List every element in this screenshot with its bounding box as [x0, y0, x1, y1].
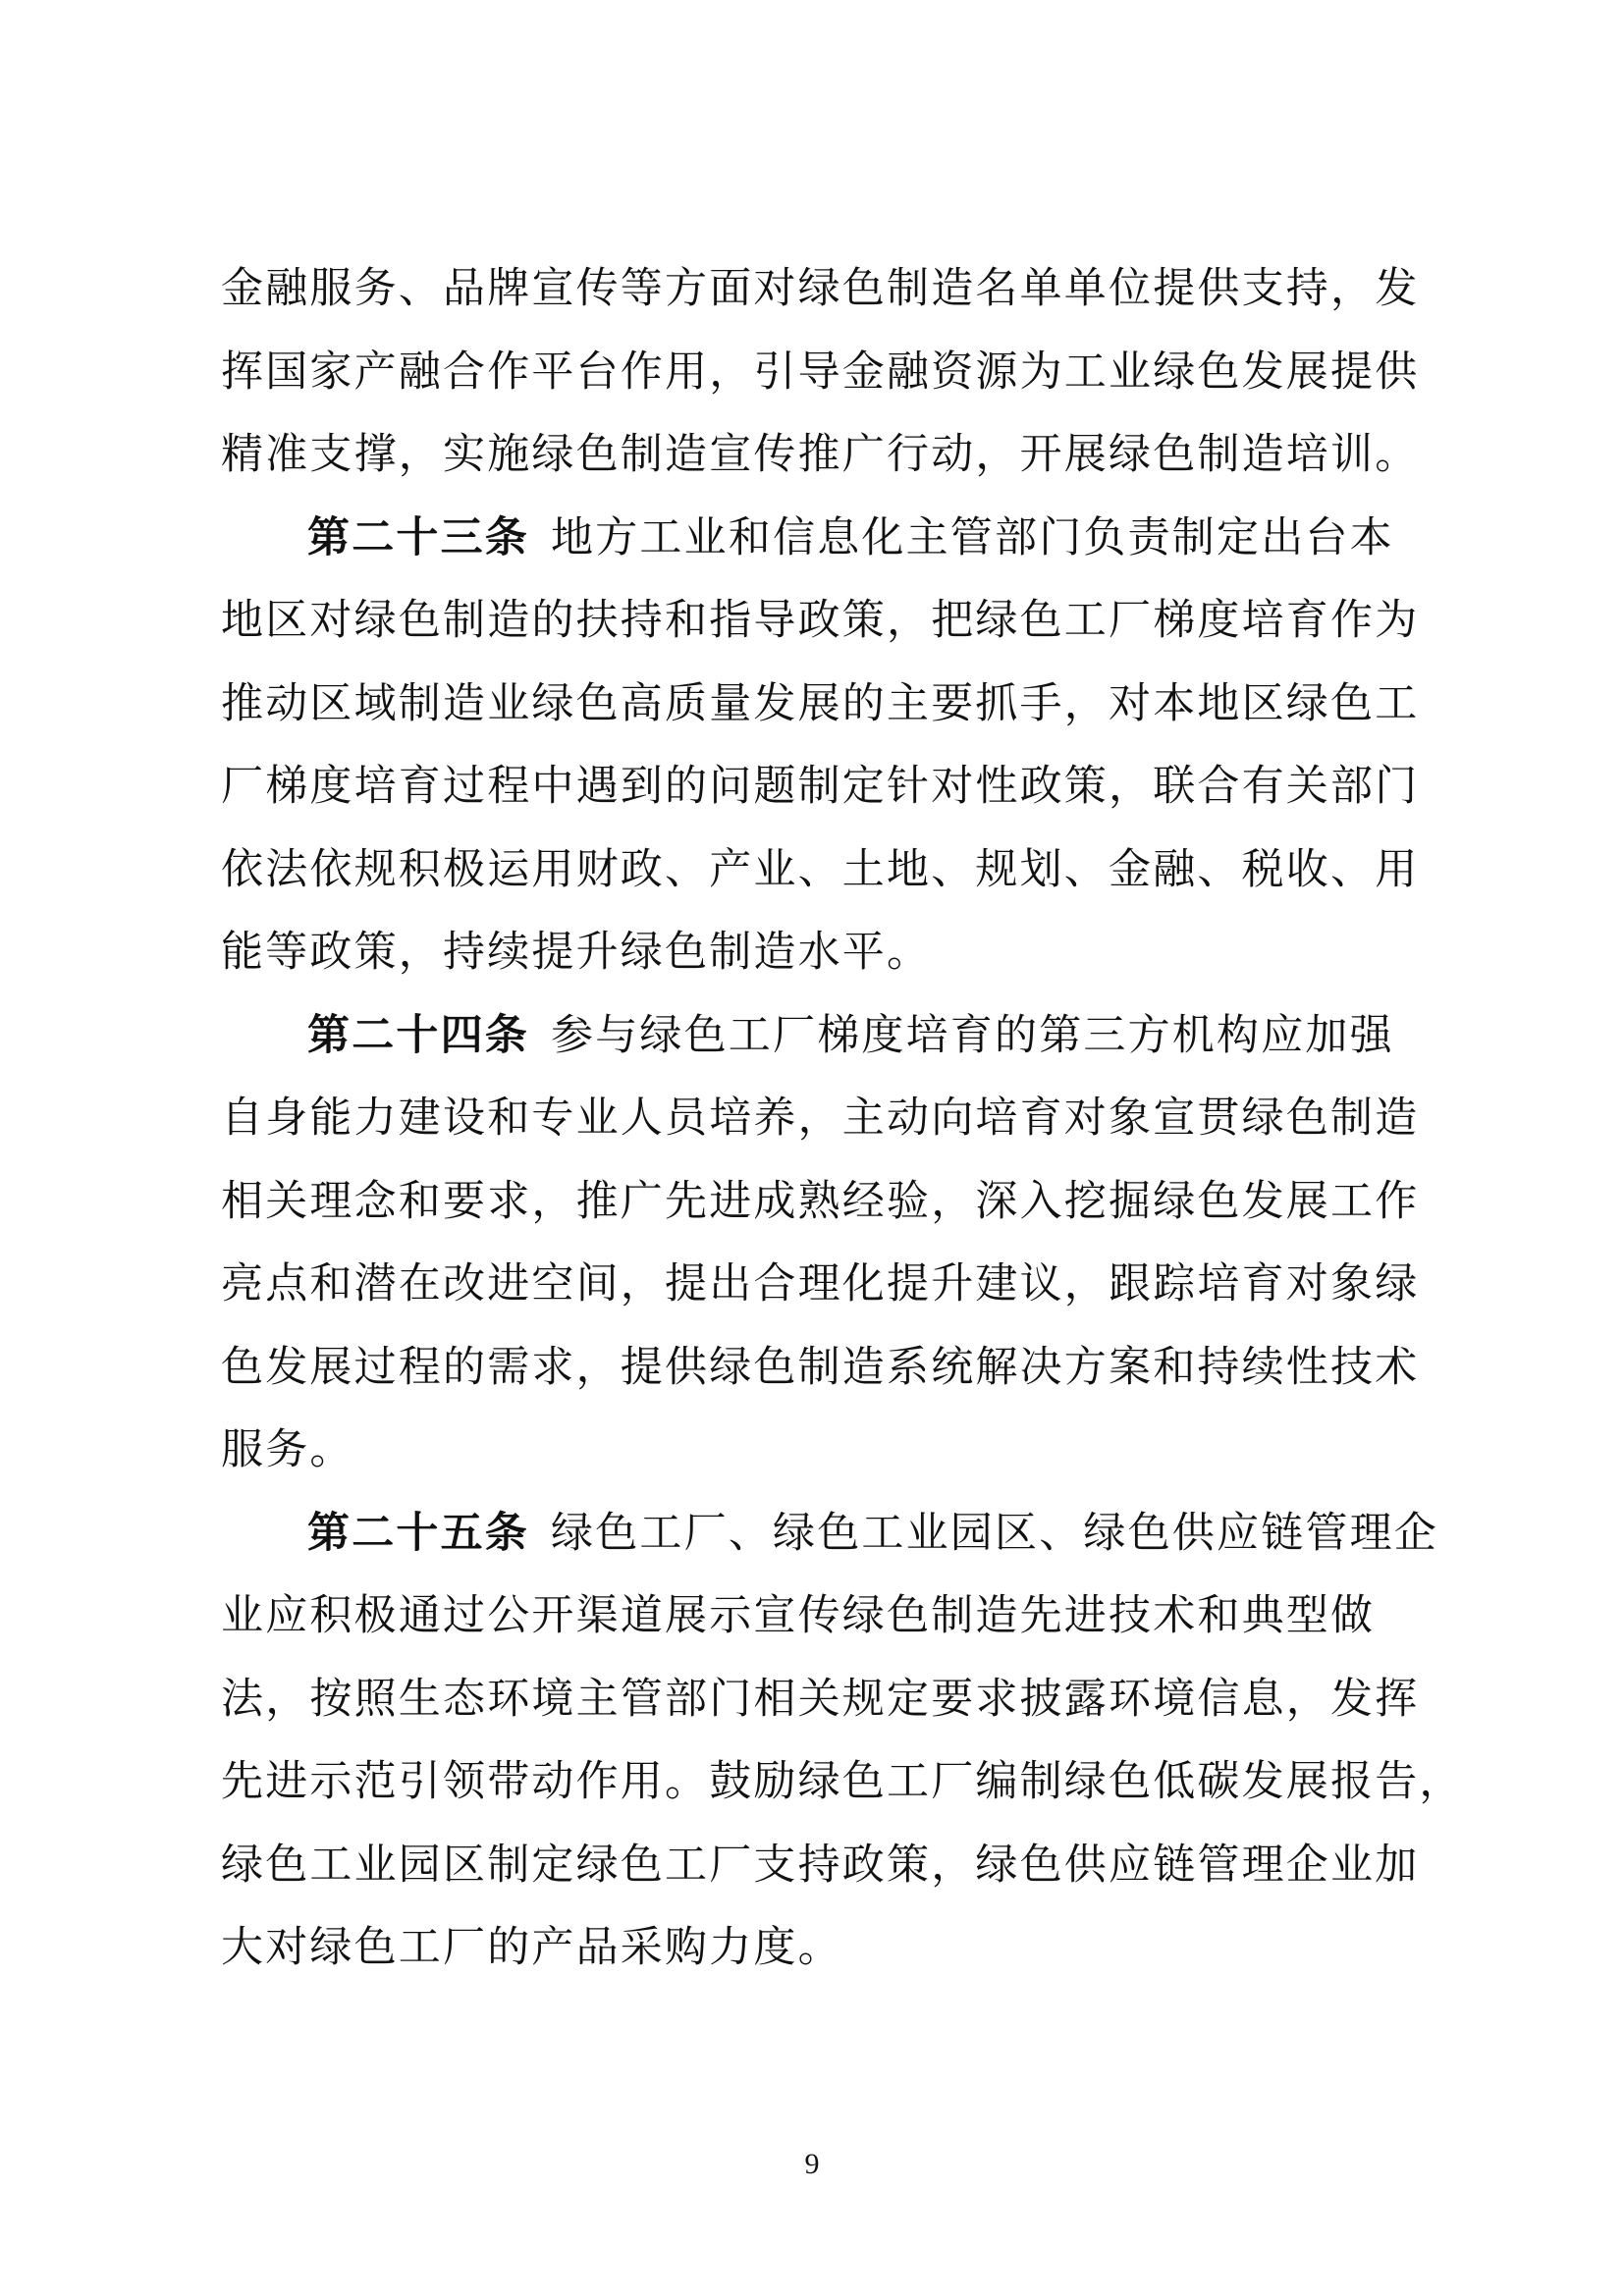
body-text — [221, 247, 1464, 1990]
article-25-heading: 第二十五条 — [307, 1508, 529, 1558]
paragraph-line: 金融服务、品牌宣传等方面对绿色制造名单单位提供支持，发 — [221, 264, 1420, 313]
paragraph-line: 厂梯度培育过程中遇到的问题制定针对性政策，联合有关部门 — [221, 762, 1420, 811]
article-23-heading: 第二十三条 — [307, 512, 529, 562]
page-number: 9 — [804, 2148, 820, 2180]
paragraph-line: 绿色工业园区制定绿色工厂支持政策，绿色供应链管理企业加 — [221, 1840, 1420, 1890]
paragraph-line: 亮点和潜在改进空间，提出合理化提升建议，跟踪培育对象绿 — [221, 1259, 1420, 1308]
paragraph-text: 参与绿色工厂梯度培育的第三方机构应加强 — [551, 1010, 1394, 1060]
paragraph-text: 地方工业和信息化主管部门负责制定出台本 — [551, 512, 1394, 562]
paragraph-line: 自身能力建设和专业人员培养，主动向培育对象宣贯绿色制造 — [221, 1094, 1420, 1143]
paragraph-line: 精准支撑，实施绿色制造宣传推广行动，开展绿色制造培训。 — [221, 430, 1420, 479]
paragraph-line: 大对绿色工厂的产品采购力度。 — [221, 1923, 842, 1972]
paragraph-line: 色发展过程的需求，提供绿色制造系统解决方案和持续性技术 — [221, 1342, 1420, 1392]
paragraph-line: 地区对绿色制造的扶持和指导政策，把绿色工厂梯度培育作为 — [221, 596, 1420, 645]
article-24-first-line — [221, 994, 1414, 1078]
paragraph-line: 能等政策，持续提升绿色制造水平。 — [221, 928, 932, 977]
paragraph-line: 推动区域制造业绿色高质量发展的主要抓手，对本地区绿色工 — [221, 678, 1420, 728]
paragraph-line: 挥国家产融合作平台作用，引导金融资源为工业绿色发展提供 — [221, 347, 1420, 397]
paragraph-line: 相关理念和要求，推广先进成熟经验，深入挖掘绿色发展工作 — [221, 1176, 1420, 1226]
paragraph-line: 服务。 — [221, 1425, 354, 1474]
article-23-first-line — [221, 497, 1414, 580]
paragraph-line: 先进示范引领带动作用。鼓励绿色工厂编制绿色低碳发展报告， — [221, 1757, 1464, 1806]
paragraph-line: 依法依规积极运用财政、产业、土地、规划、金融、税收、用 — [221, 844, 1420, 894]
article-25-first-line — [221, 1492, 1438, 1575]
article-24-heading: 第二十四条 — [307, 1010, 529, 1060]
paragraph-line: 法，按照生态环境主管部门相关规定要求披露环境信息，发挥 — [221, 1674, 1420, 1724]
paragraph-line: 业应积极通过公开渠道展示宣传绿色制造先进技术和典型做 — [221, 1591, 1376, 1640]
paragraph-text: 绿色工厂、绿色工业园区、绿色供应链管理企 — [551, 1508, 1438, 1558]
